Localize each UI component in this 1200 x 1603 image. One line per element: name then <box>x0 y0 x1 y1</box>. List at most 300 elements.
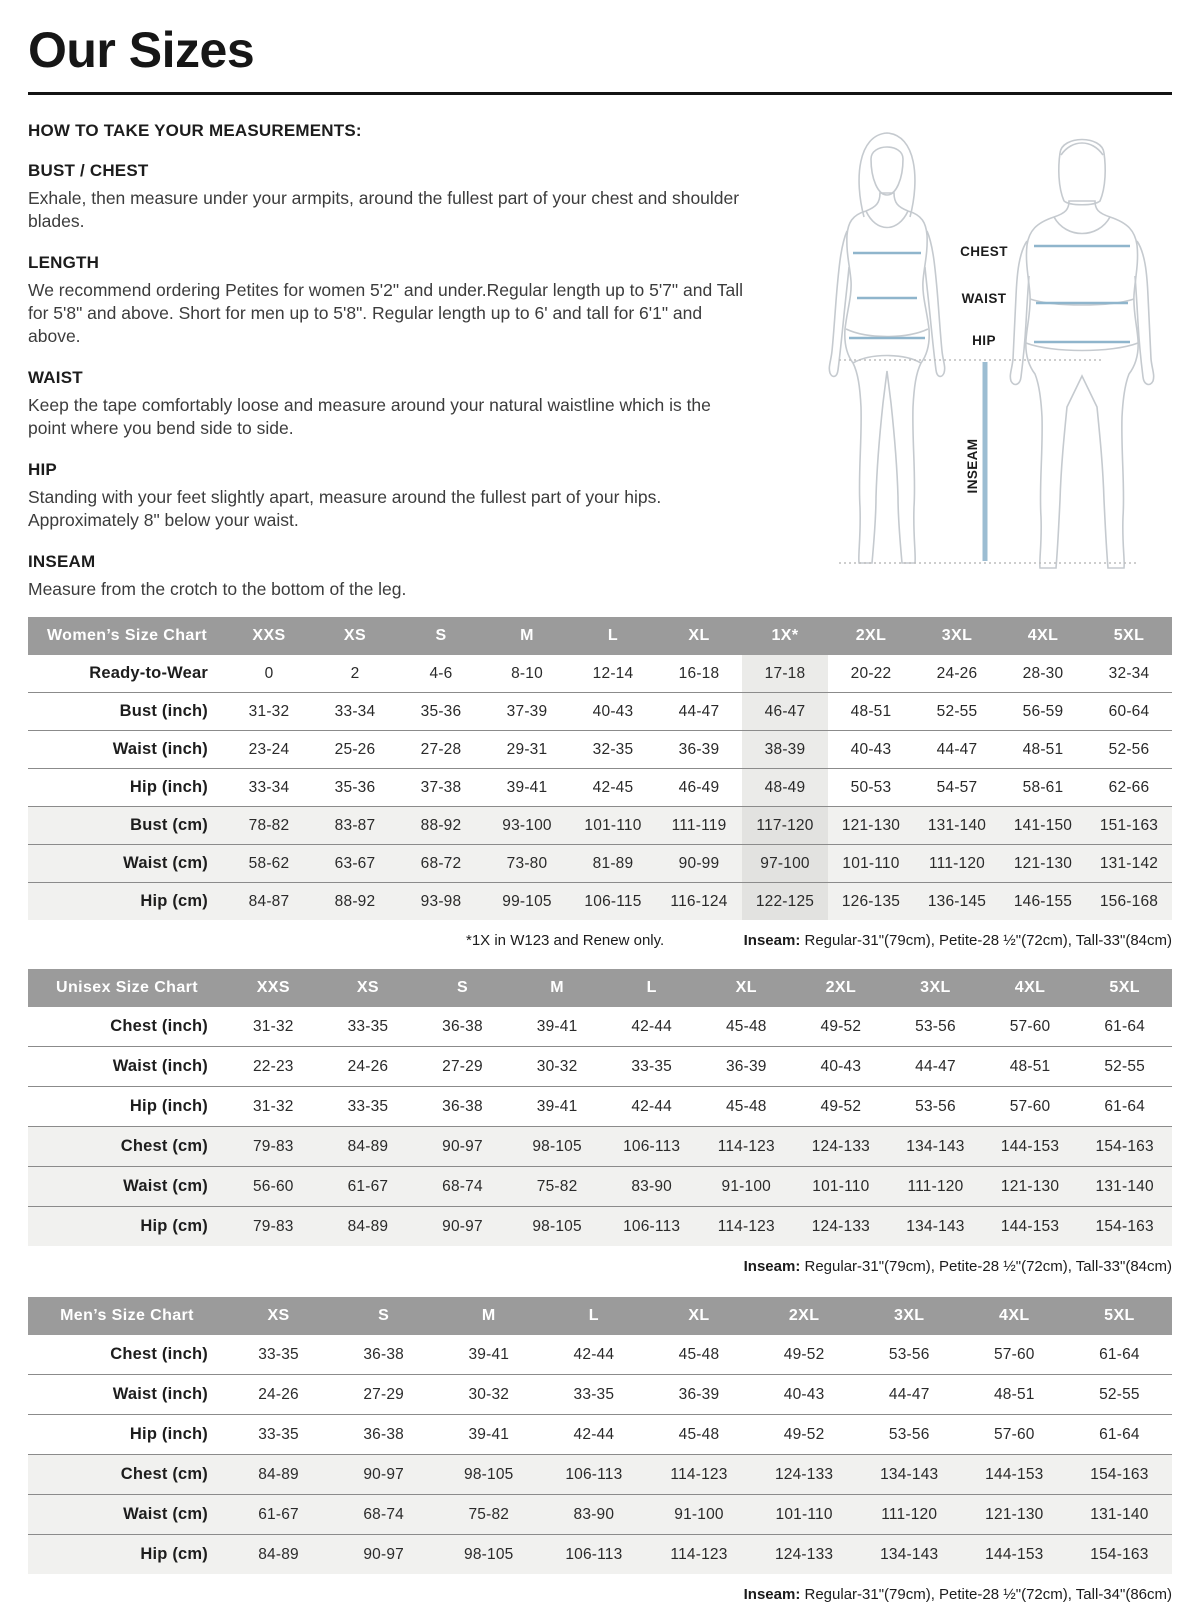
footnote: *1X in W123 and Renew only. <box>466 932 665 949</box>
column-header-s: S <box>415 969 510 1007</box>
size-cell: 106-113 <box>604 1127 699 1167</box>
section-body: Standing with your feet slightly apart, measure around the fullest part of your hips. Approximately 8" below your waist. <box>28 487 662 530</box>
size-cell: 33-35 <box>631 1057 672 1075</box>
unisex-size-table-section <box>28 969 1172 1275</box>
size-cell: 81-89 <box>570 845 656 883</box>
row-label: Hip (cm) <box>28 1207 226 1247</box>
size-cell: 53-56 <box>915 1097 956 1115</box>
size-cell: 48-51 <box>1009 1057 1051 1075</box>
column-header-l: L <box>541 1297 646 1335</box>
size-cell: 48-51 <box>850 702 892 720</box>
size-cell: 33-34 <box>248 778 290 796</box>
column-header-1x: 1X* <box>742 617 828 655</box>
column-header-4xl: 4XL <box>983 969 1078 1007</box>
size-cell: 39-41 <box>506 778 548 796</box>
row-label: Chest (inch) <box>110 1345 208 1363</box>
size-cell: 61-67 <box>321 1167 416 1207</box>
size-cell: 45-48 <box>678 1425 720 1443</box>
column-header-xl: XL <box>646 1297 751 1335</box>
table-row <box>28 769 1172 807</box>
size-cell: 101-110 <box>828 845 914 883</box>
column-header-m: M <box>510 969 605 1007</box>
table-row <box>28 1127 1172 1167</box>
size-cell: 83-90 <box>604 1167 699 1207</box>
size-cell: 101-110 <box>794 1167 889 1207</box>
size-cell: 61-64 <box>1104 1017 1145 1035</box>
column-header-3xl: 3XL <box>914 617 1000 655</box>
footnote: Inseam: Regular-31"(79cm), Petite-28 ½"(72cm), Tall-33"(84cm) <box>743 932 1172 949</box>
size-cell: 101-110 <box>570 807 656 845</box>
size-cell: 44-47 <box>915 1057 956 1075</box>
size-cell: 30-32 <box>468 1385 510 1403</box>
size-cell: 40-43 <box>820 1057 862 1075</box>
column-header-2xl: 2XL <box>794 969 889 1007</box>
hip-label: HIP <box>972 333 996 348</box>
column-header-xxs: XXS <box>226 969 321 1007</box>
size-cell: 37-38 <box>420 778 462 796</box>
size-cell: 24-26 <box>936 664 978 682</box>
size-cell: 27-28 <box>420 740 462 758</box>
size-cell: 52-55 <box>936 702 978 720</box>
size-cell: 88-92 <box>312 883 398 921</box>
row-label: Hip (inch) <box>129 1097 208 1115</box>
size-cell: 98-105 <box>510 1207 605 1247</box>
size-cell: 48-51 <box>1022 740 1064 758</box>
size-cell: 52-56 <box>1108 740 1150 758</box>
unisex-size-chart <box>28 969 1172 1246</box>
size-cell: 90-97 <box>331 1455 436 1495</box>
size-cell: 90-99 <box>656 845 742 883</box>
column-header-l: L <box>604 969 699 1007</box>
size-cell: 49-52 <box>820 1017 862 1035</box>
table-row <box>28 1495 1172 1535</box>
column-header-xxs: XXS <box>226 617 312 655</box>
size-cell: 134-143 <box>857 1455 962 1495</box>
title-divider <box>28 92 1172 95</box>
size-cell: 75-82 <box>436 1495 541 1535</box>
size-cell: 48-51 <box>993 1385 1035 1403</box>
row-label: Waist (cm) <box>28 1495 226 1535</box>
size-cell: 126-135 <box>828 883 914 921</box>
table-footnotes <box>28 932 1172 949</box>
size-cell: 40-43 <box>850 740 892 758</box>
size-cell: 29-31 <box>506 740 548 758</box>
section-body: Keep the tape comfortably loose and measure around your natural waistline which is the point where you bend side to side. <box>28 395 711 438</box>
size-cell: 111-120 <box>888 1167 983 1207</box>
size-cell: 144-153 <box>962 1455 1067 1495</box>
row-label: Waist (cm) <box>28 1167 226 1207</box>
table-footnotes <box>28 1586 1172 1603</box>
size-cell: 32-34 <box>1108 664 1150 682</box>
size-cell: 36-38 <box>363 1345 404 1363</box>
size-cell: 45-48 <box>725 1097 767 1115</box>
column-header-s: S <box>398 617 484 655</box>
size-cell: 101-110 <box>752 1495 857 1535</box>
size-cell: 114-123 <box>646 1455 751 1495</box>
section-inseam <box>28 552 768 601</box>
size-cell: 27-29 <box>363 1385 404 1403</box>
size-cell: 134-143 <box>888 1127 983 1167</box>
size-cell: 79-83 <box>226 1127 321 1167</box>
size-cell: 4-6 <box>429 664 453 682</box>
size-cell: 98-105 <box>436 1535 541 1575</box>
section-body: We recommend ordering Petites for women 5'2" and under.Regular length up to 5'7" and Tall for 5'8" and above. Short for men up to 5'8". Regular length up to 6' and tall for 6'1" and above. <box>28 280 743 346</box>
size-cell: 49-52 <box>783 1425 825 1443</box>
size-cell: 144-153 <box>983 1127 1078 1167</box>
size-cell: 144-153 <box>962 1535 1067 1575</box>
column-header-4xl: 4XL <box>962 1297 1067 1335</box>
size-cell: 83-87 <box>312 807 398 845</box>
size-cell: 106-113 <box>541 1455 646 1495</box>
size-cell: 154-163 <box>1067 1535 1172 1575</box>
size-cell: 50-53 <box>850 778 892 796</box>
table-title: Unisex Size Chart <box>28 969 226 1007</box>
table-row <box>28 845 1172 883</box>
measurement-diagram <box>768 105 1172 601</box>
size-cell: 35-36 <box>334 778 376 796</box>
size-cell: 93-100 <box>484 807 570 845</box>
size-cell: 40-43 <box>592 702 634 720</box>
column-header-xl: XL <box>699 969 794 1007</box>
size-cell: 46-47 <box>742 693 828 731</box>
size-cell: 124-133 <box>794 1207 889 1247</box>
table-row <box>28 1167 1172 1207</box>
size-cell: 22-23 <box>252 1057 294 1075</box>
section-heading: INSEAM <box>28 552 96 571</box>
size-cell: 131-140 <box>1077 1167 1172 1207</box>
womens-size-chart <box>28 617 1172 920</box>
size-cell: 42-44 <box>631 1017 672 1035</box>
column-header-xs: XS <box>226 1297 331 1335</box>
size-cell: 38-39 <box>742 731 828 769</box>
size-cell: 33-34 <box>334 702 376 720</box>
table-row <box>28 1415 1172 1455</box>
man-tank-neckline <box>1054 217 1110 234</box>
size-cell: 62-66 <box>1108 778 1150 796</box>
size-cell: 73-80 <box>484 845 570 883</box>
table-row <box>28 883 1172 921</box>
size-cell: 23-24 <box>248 740 290 758</box>
size-cell: 114-123 <box>646 1535 751 1575</box>
size-cell: 45-48 <box>725 1017 767 1035</box>
table-row <box>28 807 1172 845</box>
column-header-l: L <box>570 617 656 655</box>
section-body: Measure from the crotch to the bottom of the leg. <box>28 579 407 599</box>
size-cell: 131-140 <box>914 807 1000 845</box>
size-cell: 39-41 <box>468 1425 510 1443</box>
size-cell: 134-143 <box>888 1207 983 1247</box>
size-cell: 42-44 <box>573 1425 615 1443</box>
table-row <box>28 655 1172 693</box>
size-cell: 53-56 <box>888 1345 930 1363</box>
size-cell: 42-45 <box>592 778 634 796</box>
size-cell: 35-36 <box>420 702 462 720</box>
section-heading: WAIST <box>28 368 83 387</box>
size-cell: 90-97 <box>415 1127 510 1167</box>
size-cell: 98-105 <box>510 1127 605 1167</box>
woman-left-arm <box>829 231 849 376</box>
row-label: Waist (cm) <box>28 845 226 883</box>
section-body: Exhale, then measure under your armpits, around the fullest part of your chest and shoulder blades. <box>28 188 740 231</box>
size-cell: 53-56 <box>915 1017 956 1035</box>
size-cell: 84-89 <box>321 1127 416 1167</box>
size-cell: 27-29 <box>442 1057 483 1075</box>
mens-size-chart <box>28 1297 1172 1574</box>
row-label: Ready-to-Wear <box>89 664 208 682</box>
size-cell: 84-89 <box>226 1455 331 1495</box>
size-cell: 106-113 <box>604 1207 699 1247</box>
size-cell: 122-125 <box>742 883 828 921</box>
chest-label: CHEST <box>960 244 1008 259</box>
size-cell: 121-130 <box>962 1495 1067 1535</box>
size-cell: 57-60 <box>993 1345 1035 1363</box>
row-label: Bust (cm) <box>28 807 226 845</box>
size-cell: 49-52 <box>783 1345 825 1363</box>
size-cell: 84-89 <box>226 1535 331 1575</box>
column-header-2xl: 2XL <box>752 1297 857 1335</box>
column-header-5xl: 5XL <box>1077 969 1172 1007</box>
size-cell: 33-35 <box>347 1017 389 1035</box>
size-cell: 131-142 <box>1086 845 1172 883</box>
size-cell: 131-140 <box>1067 1495 1172 1535</box>
size-cell: 31-32 <box>248 702 290 720</box>
table-row <box>28 1455 1172 1495</box>
section-heading: LENGTH <box>28 253 100 272</box>
size-cell: 42-44 <box>573 1345 615 1363</box>
header-row <box>28 969 1172 1007</box>
size-cell: 84-87 <box>226 883 312 921</box>
size-cell: 36-39 <box>678 1385 720 1403</box>
column-header-5xl: 5XL <box>1067 1297 1172 1335</box>
size-cell: 46-49 <box>678 778 720 796</box>
size-cell: 98-105 <box>436 1455 541 1495</box>
column-header-m: M <box>484 617 570 655</box>
column-header-m: M <box>436 1297 541 1335</box>
size-cell: 121-130 <box>983 1167 1078 1207</box>
size-cell: 117-120 <box>742 807 828 845</box>
size-cell: 33-35 <box>258 1345 299 1363</box>
row-label: Chest (cm) <box>28 1455 226 1495</box>
column-header-xs: XS <box>312 617 398 655</box>
size-cell: 154-163 <box>1067 1455 1172 1495</box>
row-label: Hip (inch) <box>129 1425 208 1443</box>
size-cell: 8-10 <box>511 664 543 682</box>
row-label: Hip (inch) <box>129 778 208 796</box>
size-cell: 106-113 <box>541 1535 646 1575</box>
table-row <box>28 1207 1172 1247</box>
size-cell: 79-83 <box>226 1207 321 1247</box>
table-row <box>28 1047 1172 1087</box>
size-cell: 2 <box>350 664 360 682</box>
size-cell: 42-44 <box>631 1097 672 1115</box>
man-figure <box>1010 140 1153 569</box>
size-cell: 36-39 <box>725 1057 767 1075</box>
inseam-label: INSEAM <box>965 438 980 494</box>
size-cell: 114-123 <box>699 1127 794 1167</box>
section-hip <box>28 460 768 532</box>
woman-top-neckline <box>866 211 908 228</box>
size-cell: 91-100 <box>646 1495 751 1535</box>
size-cell: 39-41 <box>536 1017 578 1035</box>
size-cell: 37-39 <box>506 702 548 720</box>
column-header-2xl: 2XL <box>828 617 914 655</box>
column-header-3xl: 3XL <box>888 969 983 1007</box>
size-cell: 83-90 <box>541 1495 646 1535</box>
mens-size-table-section <box>28 1297 1172 1603</box>
size-cell: 91-100 <box>699 1167 794 1207</box>
size-cell: 44-47 <box>888 1385 930 1403</box>
footnote: Inseam: Regular-31"(79cm), Petite-28 ½"(72cm), Tall-34"(86cm) <box>743 1586 1172 1603</box>
row-label: Waist (inch) <box>112 1385 208 1403</box>
size-cell: 68-74 <box>415 1167 510 1207</box>
row-label: Chest (cm) <box>28 1127 226 1167</box>
instructions-text-column <box>28 105 768 601</box>
size-cell: 124-133 <box>794 1127 889 1167</box>
size-cell: 44-47 <box>936 740 978 758</box>
size-cell: 121-130 <box>1000 845 1086 883</box>
size-cell: 90-97 <box>331 1535 436 1575</box>
table-row <box>28 1007 1172 1047</box>
size-cell: 84-89 <box>321 1207 416 1247</box>
size-cell: 106-115 <box>570 883 656 921</box>
how-to-heading: HOW TO TAKE YOUR MEASUREMENTS: <box>28 121 362 140</box>
row-label: Hip (cm) <box>28 1535 226 1575</box>
size-cell: 97-100 <box>742 845 828 883</box>
size-cell: 114-123 <box>699 1207 794 1247</box>
size-cell: 75-82 <box>510 1167 605 1207</box>
table-row <box>28 731 1172 769</box>
table-row <box>28 1375 1172 1415</box>
size-cell: 90-97 <box>415 1207 510 1247</box>
table-title: Men’s Size Chart <box>28 1297 226 1335</box>
size-cell: 17-18 <box>742 655 828 693</box>
man-trunk-waistband <box>1026 343 1138 351</box>
man-body-outline <box>1026 201 1138 568</box>
size-cell: 33-35 <box>573 1385 615 1403</box>
size-cell: 61-67 <box>226 1495 331 1535</box>
size-cell: 57-60 <box>993 1425 1035 1443</box>
size-cell: 111-120 <box>914 845 1000 883</box>
section-heading: BUST / CHEST <box>28 161 149 180</box>
column-header-xs: XS <box>321 969 416 1007</box>
size-cell: 78-82 <box>226 807 312 845</box>
size-cell: 53-56 <box>888 1425 930 1443</box>
column-header-s: S <box>331 1297 436 1335</box>
size-cell: 124-133 <box>752 1535 857 1575</box>
size-cell: 16-18 <box>678 664 720 682</box>
size-cell: 61-64 <box>1104 1097 1145 1115</box>
row-label: Chest (inch) <box>110 1017 208 1035</box>
size-cell: 93-98 <box>398 883 484 921</box>
woman-hair-outline <box>859 133 915 217</box>
size-cell: 24-26 <box>258 1385 299 1403</box>
size-cell: 52-55 <box>1104 1057 1145 1075</box>
size-cell: 111-120 <box>857 1495 962 1535</box>
row-label: Bust (inch) <box>119 702 208 720</box>
size-cell: 39-41 <box>468 1345 510 1363</box>
size-cell: 124-133 <box>752 1455 857 1495</box>
section-length <box>28 253 768 348</box>
woman-right-arm <box>925 231 945 376</box>
size-cell: 151-163 <box>1086 807 1172 845</box>
table-row <box>28 1535 1172 1575</box>
woman-brief-waistband <box>846 329 928 337</box>
size-cell: 25-26 <box>334 740 376 758</box>
size-cell: 20-22 <box>850 664 892 682</box>
man-hairline <box>1061 143 1103 155</box>
table-row <box>28 1335 1172 1375</box>
size-cell: 57-60 <box>1009 1097 1051 1115</box>
size-cell: 33-35 <box>258 1425 299 1443</box>
row-label: Waist (inch) <box>112 1057 208 1075</box>
size-cell: 36-39 <box>678 740 720 758</box>
section-waist <box>28 368 768 440</box>
table-title: Women’s Size Chart <box>28 617 226 655</box>
woman-body-outline <box>845 193 929 563</box>
size-cell: 36-38 <box>442 1097 483 1115</box>
section-heading: HIP <box>28 460 57 479</box>
size-cell: 36-38 <box>363 1425 404 1443</box>
size-cell: 36-38 <box>442 1017 483 1035</box>
size-cell: 58-61 <box>1022 778 1064 796</box>
size-cell: 40-43 <box>783 1385 825 1403</box>
size-cell: 121-130 <box>828 807 914 845</box>
size-cell: 31-32 <box>252 1097 294 1115</box>
header-row <box>28 1297 1172 1335</box>
size-cell: 48-49 <box>742 769 828 807</box>
woman-figure <box>829 133 944 563</box>
size-cell: 33-35 <box>347 1097 389 1115</box>
size-cell: 68-72 <box>398 845 484 883</box>
size-cell: 39-41 <box>536 1097 578 1115</box>
page-title: Our Sizes <box>28 22 255 78</box>
row-label: Waist (inch) <box>112 740 208 758</box>
column-header-3xl: 3XL <box>857 1297 962 1335</box>
size-cell: 154-163 <box>1077 1127 1172 1167</box>
size-cell: 0 <box>264 664 274 682</box>
size-cell: 32-35 <box>592 740 634 758</box>
size-cell: 57-60 <box>1009 1017 1051 1035</box>
waist-label: WAIST <box>961 291 1007 306</box>
size-cell: 58-62 <box>226 845 312 883</box>
size-cell: 56-60 <box>226 1167 321 1207</box>
inseam-reference-lines <box>839 360 1137 563</box>
size-cell: 30-32 <box>536 1057 578 1075</box>
table-row <box>28 1087 1172 1127</box>
table-row <box>28 693 1172 731</box>
header-row <box>28 617 1172 655</box>
column-header-xl: XL <box>656 617 742 655</box>
table-footnotes <box>28 1258 1172 1275</box>
measurement-instructions <box>28 105 1172 601</box>
size-cell: 61-64 <box>1099 1345 1140 1363</box>
size-cell: 154-163 <box>1077 1207 1172 1247</box>
woman-brief-legline <box>853 356 921 364</box>
woman-face-outline <box>871 147 903 195</box>
size-cell: 116-124 <box>656 883 742 921</box>
size-cell: 156-168 <box>1086 883 1172 921</box>
footnote: Inseam: Regular-31"(79cm), Petite-28 ½"(72cm), Tall-33"(84cm) <box>743 1258 1172 1275</box>
column-header-5xl: 5XL <box>1086 617 1172 655</box>
size-cell: 144-153 <box>983 1207 1078 1247</box>
section-bust-chest <box>28 161 768 233</box>
size-cell: 136-145 <box>914 883 1000 921</box>
size-cell: 111-119 <box>656 807 742 845</box>
size-cell: 99-105 <box>484 883 570 921</box>
size-cell: 31-32 <box>252 1017 294 1035</box>
body-measurement-illustration <box>792 109 1172 589</box>
size-cell: 141-150 <box>1000 807 1086 845</box>
